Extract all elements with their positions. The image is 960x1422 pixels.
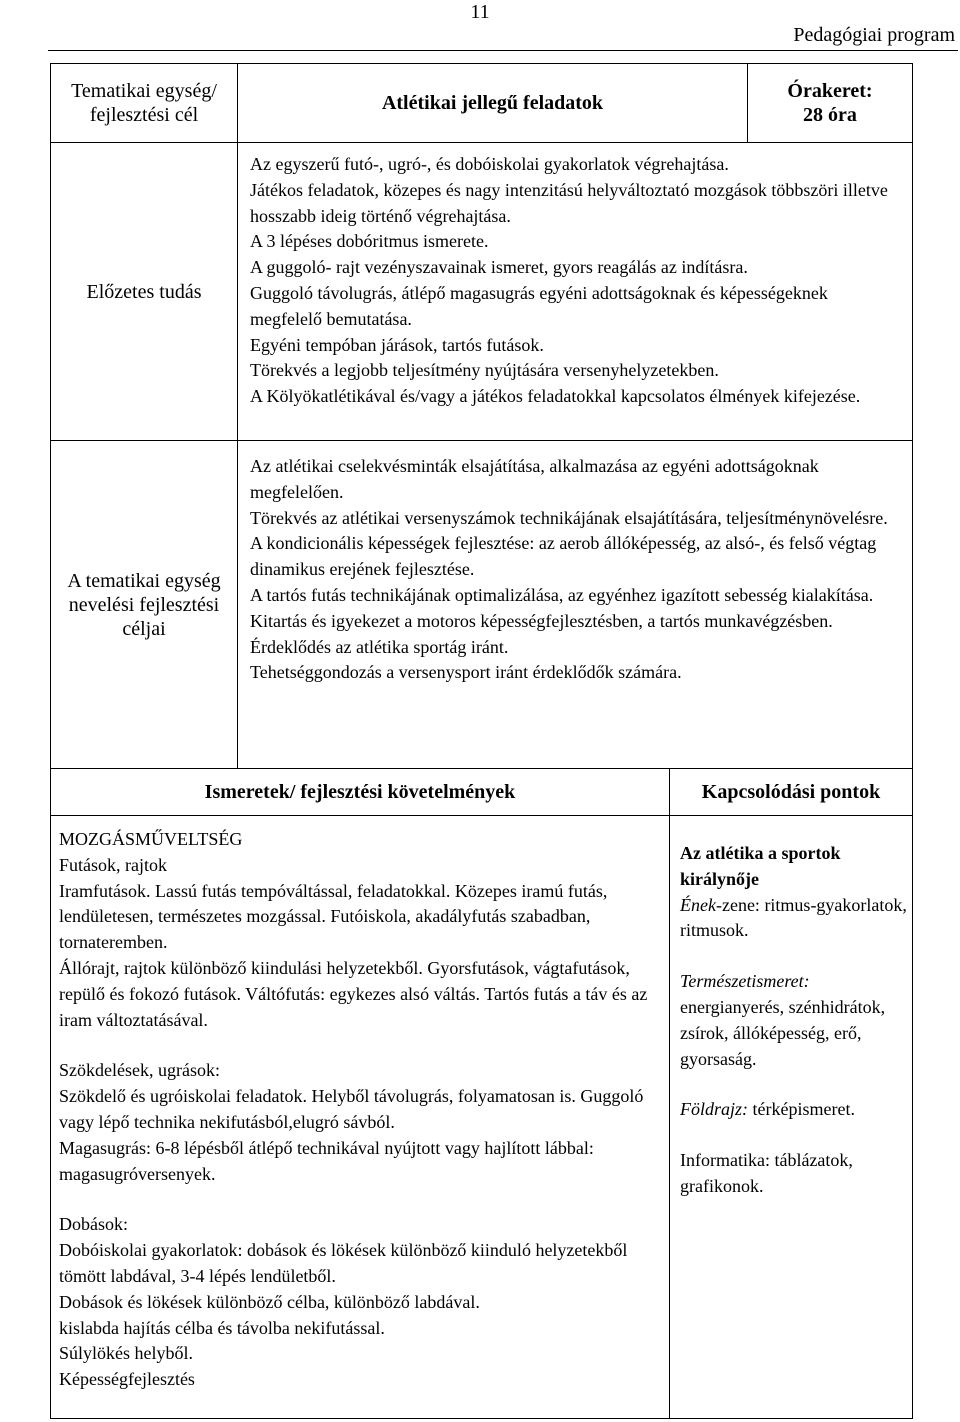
subsection-title-throwing: Dobások: bbox=[59, 1214, 128, 1235]
throwing-paragraph: Képességfejlesztés bbox=[59, 1369, 195, 1390]
prior-knowledge-line: A guggoló- rajt vezényszavainak ismeret, gyors reagálás az indításra. bbox=[250, 257, 748, 278]
header-rule bbox=[48, 50, 958, 51]
links-content bbox=[680, 841, 908, 1200]
subsection-title-running: Futások, rajtok bbox=[59, 854, 167, 875]
jumping-paragraph: Magasugrás: 6-8 lépésből átlépő technikával nyújtott vagy hajlított lábbal: magasugróversenyek. bbox=[59, 1137, 594, 1184]
goal-line: Kitartás és igyekezet a motoros képességfejlesztésben, a tartós munkavégzésben. bbox=[250, 610, 833, 631]
links-header: Kapcsolódási pontok bbox=[701, 781, 881, 803]
link-geography bbox=[680, 1097, 908, 1123]
curriculum-table bbox=[50, 63, 913, 1419]
spacer bbox=[59, 1187, 659, 1212]
cell-links-header bbox=[670, 769, 912, 815]
table-border-bottom bbox=[50, 1418, 913, 1419]
unit-label-text: Tematikai egység/ fejlesztési cél bbox=[71, 80, 217, 126]
page-number: 11 bbox=[470, 1, 490, 23]
unit-title: Atlétikai jellegű feladatok bbox=[381, 92, 604, 114]
link-music bbox=[680, 893, 908, 945]
throwing-paragraph: Dobások és lökések különböző célba, különböző labdával. bbox=[59, 1291, 480, 1312]
header-title: Pedagógiai program bbox=[793, 24, 955, 46]
prior-knowledge-line: A Kölyökatlétikával és/vagy a játékos feladatokkal kapcsolatos élmények kifejezése. bbox=[250, 386, 861, 407]
goals-content bbox=[250, 454, 902, 686]
row-divider-4 bbox=[50, 815, 913, 816]
requirements-content bbox=[59, 827, 659, 1393]
table-border-right bbox=[912, 63, 913, 1419]
link-science-text: energianyerés, szénhidrátok, zsírok, állóképesség, erő, gyorsaság. bbox=[680, 996, 886, 1069]
timeframe-value: 28 óra bbox=[803, 104, 857, 126]
goal-line: Tehetséggondozás a versenysport iránt érdeklődők számára. bbox=[250, 662, 682, 683]
cell-unit-title bbox=[238, 64, 747, 142]
cell-requirements-header bbox=[51, 769, 669, 815]
goal-line: Az atlétikai cselekvésminták elsajátítása, alkalmazása az egyéni adottságoknak megfelelően. bbox=[250, 456, 819, 502]
goals-label: A tematikai egység nevelési fejlesztési céljai bbox=[67, 569, 221, 640]
timeframe-label: Órakeret: bbox=[787, 80, 873, 102]
prior-knowledge-line: Az egyszerű futó-, ugró-, és dobóiskolai gyakorlatok végrehajtása. bbox=[250, 154, 729, 174]
spacer bbox=[680, 1072, 908, 1097]
spacer bbox=[680, 944, 908, 969]
col-divider-links bbox=[669, 768, 670, 1419]
link-music-text: zene: ritmus-gyakorlatok, ritmusok. bbox=[680, 894, 907, 941]
prior-knowledge-line: Egyéni tempóban járások, tartós futások. bbox=[250, 334, 544, 355]
throwing-paragraph: Súlylökés helyből. bbox=[59, 1343, 193, 1364]
throwing-paragraph: kislabda hajítás célba és távolba nekifutással. bbox=[59, 1317, 385, 1338]
jumping-paragraph: Szökdelő és ugróiskolai feladatok. Helyből távolugrás, folyamatosan is. Guggoló vagy lépő technika nekifutásból,elugró sávból. bbox=[59, 1086, 644, 1132]
link-geography-label: Földrajz: bbox=[680, 1099, 749, 1120]
prior-knowledge-content bbox=[250, 152, 902, 410]
link-geography-text: térképismeret. bbox=[752, 1099, 855, 1120]
prior-knowledge-line: Guggoló távolugrás, átlépő magasugrás egyéni adottságoknak és képességeknek megfelelő bemutatása. bbox=[250, 282, 828, 329]
cell-goals-label bbox=[51, 441, 237, 768]
spacer bbox=[59, 1033, 659, 1058]
throwing-paragraph: Dobóiskolai gyakorlatok: dobások és lökések különböző kiinduló helyzetekből tömött labdával, 3-4 lépés lendületből. bbox=[59, 1240, 628, 1286]
cell-unit-label bbox=[51, 64, 237, 142]
running-paragraph: Állórajt, rajtok különböző kiindulási helyzetekből. Gyorsfutások, vágtafutások, repülő és fokozó futások. Váltófutás: egykezes alsó váltás. Tartós futás a táv és az iram változtatásával. bbox=[59, 957, 648, 1030]
section-title-motor-skills: MOZGÁSMŰVELTSÉG bbox=[59, 829, 243, 849]
col-divider-label bbox=[237, 63, 238, 768]
goal-line: Törekvés az atlétikai versenyszámok technikájának elsajátítására, teljesítménynövelésre. bbox=[250, 507, 888, 528]
link-informatics: Informatika: táblázatok, grafikonok. bbox=[680, 1150, 853, 1196]
goal-line: A kondicionális képességek fejlesztése: az aerob állóképesség, az alsó-, és felső végtag dinamikus erejének fejlesztése. bbox=[250, 533, 877, 580]
running-paragraph: Iramfutások. Lassú futás tempóváltással, feladatokkal. Közepes iramú futás, lendületesen, természetes mozgással. Futóiskola, akadályfutás szabadban, tornateremben. bbox=[59, 880, 608, 953]
prior-knowledge-line: A 3 lépéses dobóritmus ismerete. bbox=[250, 231, 489, 252]
links-title: Az atlétika a sportok királynője bbox=[680, 843, 841, 889]
subsection-title-jumping: Szökdelések, ugrások: bbox=[59, 1060, 220, 1081]
cell-timeframe bbox=[748, 64, 912, 142]
prior-knowledge-label: Előzetes tudás bbox=[86, 280, 202, 303]
prior-knowledge-line: Játékos feladatok, közepes és nagy intenzitású helyváltoztató mozgások többszöri illetve hosszabb ideig történő végrehajtása. bbox=[250, 179, 888, 226]
prior-knowledge-line: Törekvés a legjobb teljesítmény nyújtására versenyhelyzetekben. bbox=[250, 360, 719, 381]
link-music-label: Ének- bbox=[680, 894, 722, 915]
requirements-header: Ismeretek/ fejlesztési követelmények bbox=[204, 781, 516, 803]
cell-prior-knowledge-label bbox=[51, 143, 237, 440]
spacer bbox=[680, 1123, 908, 1148]
goal-line: A tartós futás technikájának optimalizálása, az egyénhez igazított sebesség kialakítása. bbox=[250, 584, 874, 605]
link-science-label: Természetismeret: bbox=[680, 971, 810, 992]
goal-line: Érdeklődés az atlétika sportág iránt. bbox=[250, 636, 509, 657]
